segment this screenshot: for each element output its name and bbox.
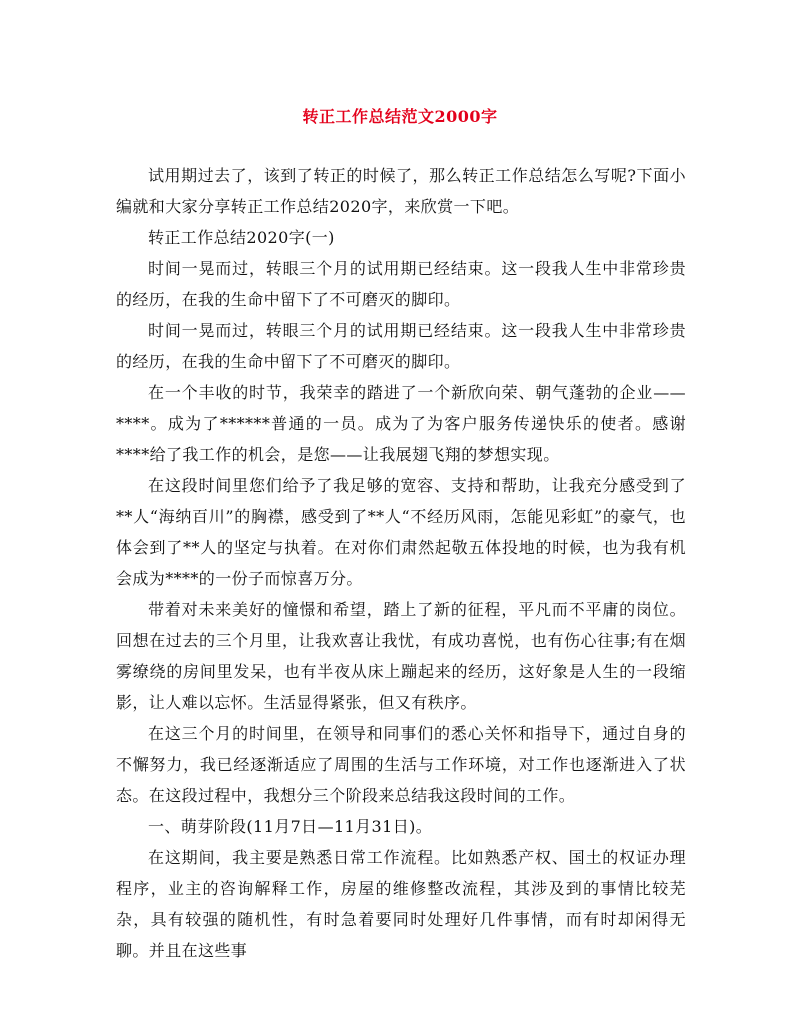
paragraph: 时间一晃而过，转眼三个月的试用期已经结束。这一段我人生中非常珍贵的经历，在我的生命中留下了不可磨灭的脚印。 xyxy=(116,321,686,371)
paragraph-intro: 试用期过去了，该到了转正的时候了，那么转正工作总结怎么写呢?下面小编就和大家分享转正工作总结2020字，来欣赏一下吧。 xyxy=(116,166,686,216)
document-title: 转正工作总结范文2000字 xyxy=(302,107,498,126)
section-heading-one: 转正工作总结2020字(一) xyxy=(148,228,335,247)
paragraph: 在一个丰收的时节，我荣幸的踏进了一个新欣向荣、朝气蓬勃的企业——****。成为了******普通的一员。成为了为客户服务传递快乐的使者。感谢****给了我工作的机会，是您——让我展翅飞翔的梦想实现。 xyxy=(116,383,686,464)
paragraph: 在这段时间里您们给予了我足够的宽容、支持和帮助，让我充分感受到了**人“海纳百川”的胸襟，感受到了**人“不经历风雨，怎能见彩虹”的豪气，也体会到了**人的坚定与执着。在对你们肃然起敬五体投地的时候，也为我有机会成为****的一份子而惊喜万分。 xyxy=(116,476,686,588)
stage-heading-sprout: 一、萌芽阶段(11月7日—11月31日)。 xyxy=(148,817,433,836)
paragraph: 时间一晃而过，转眼三个月的试用期已经结束。这一段我人生中非常珍贵的经历，在我的生命中留下了不可磨灭的脚印。 xyxy=(116,259,686,309)
paragraph: 在这期间，我主要是熟悉日常工作流程。比如熟悉产权、国土的权证办理程序，业主的咨询解释工作，房屋的维修整改流程，其涉及到的事情比较芜杂，具有较强的随机性，有时急着要同时处理好几件事情，而有时却闲得无聊。并且在这些事 xyxy=(116,848,686,960)
paragraph: 带着对未来美好的憧憬和希望，踏上了新的征程，平凡而不平庸的岗位。回想在过去的三个月里，让我欢喜让我忧，有成功喜悦，也有伤心往事;有在烟雾缭绕的房间里发呆，也有半夜从床上蹦起来的经历，这好象是人生的一段缩影，让人难以忘怀。生活显得紧张，但又有秩序。 xyxy=(116,600,686,712)
document-body xyxy=(116,160,686,966)
paragraph: 在这三个月的时间里，在领导和同事们的悉心关怀和指导下，通过自身的不懈努力，我已经逐渐适应了周围的生活与工作环境，对工作也逐渐进入了状态。在这段过程中，我想分三个阶段来总结我这段时间的工作。 xyxy=(116,724,686,805)
